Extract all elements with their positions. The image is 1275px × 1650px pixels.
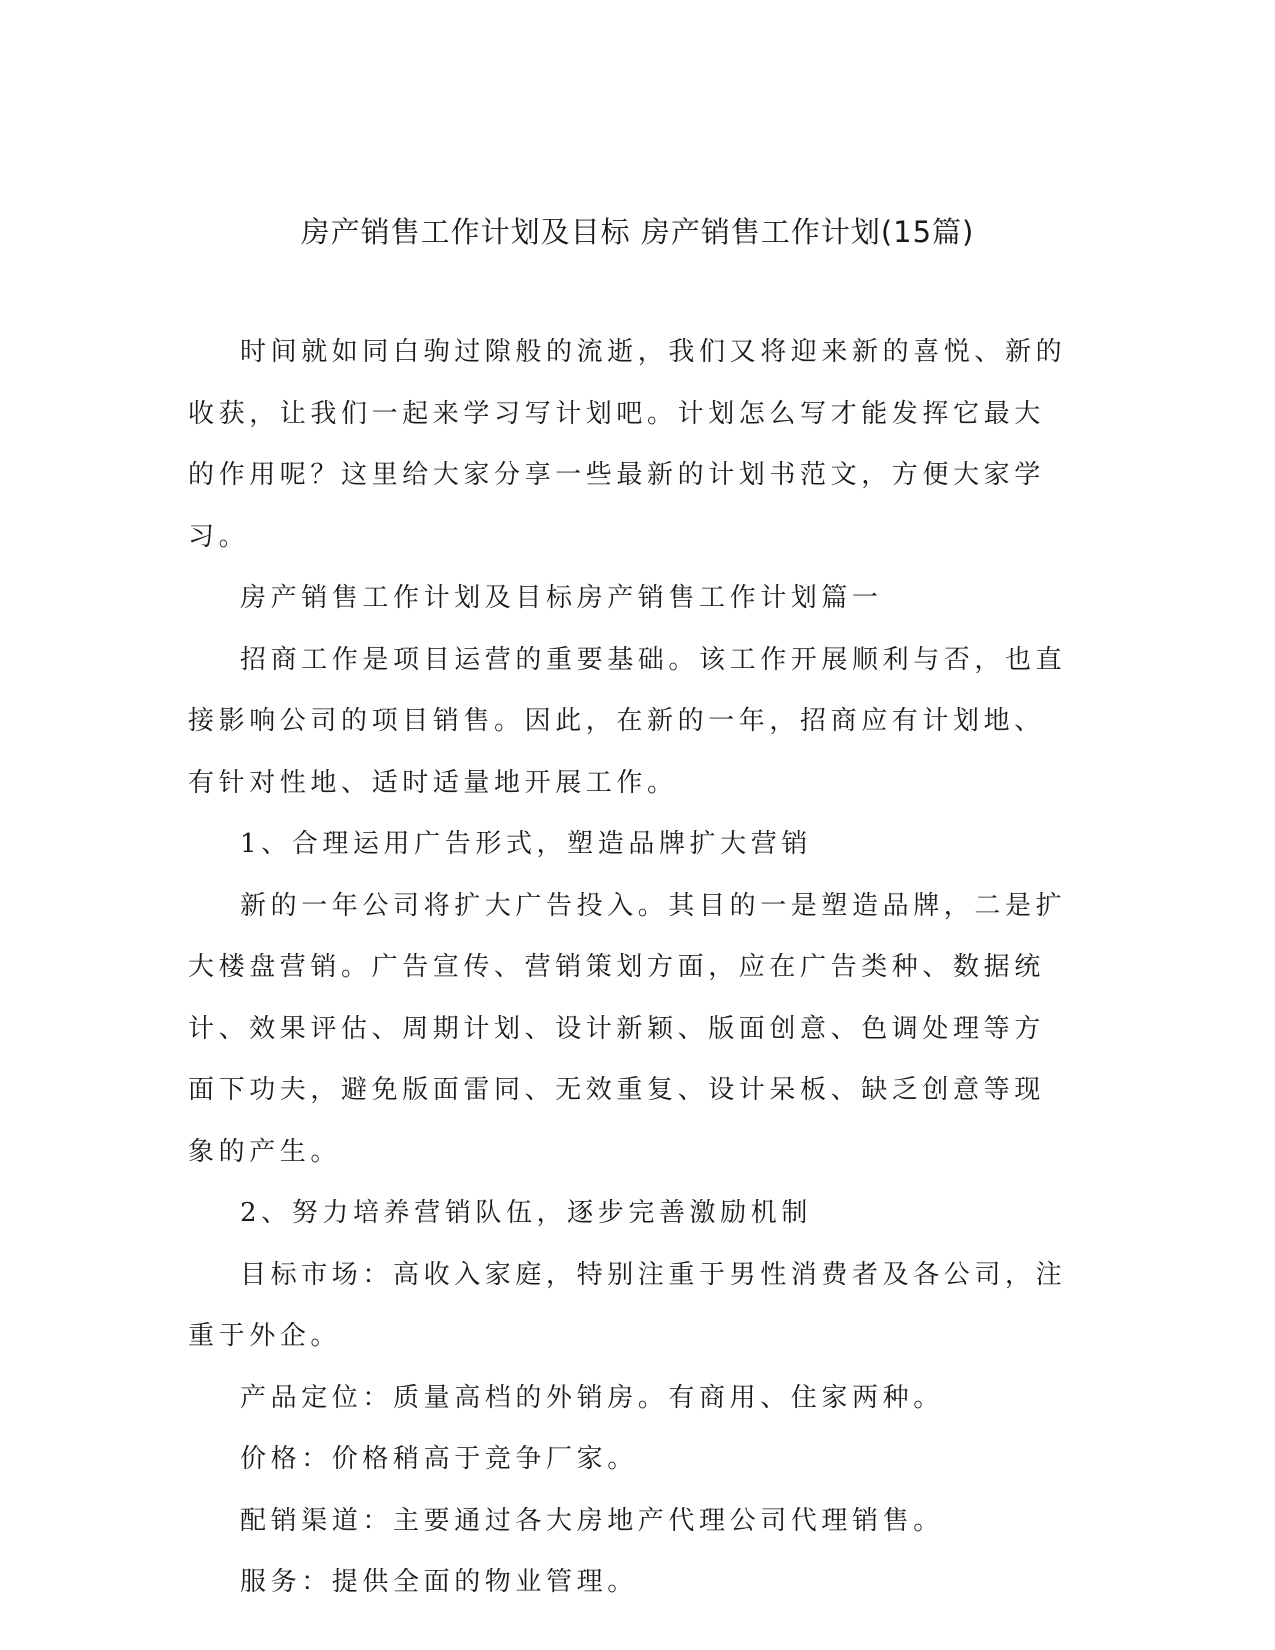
paragraph-item-1-heading: 1、合理运用广告形式，塑造品牌扩大营销 bbox=[240, 829, 812, 859]
paragraph-price: 价格：价格稍高于竞争厂家。 bbox=[240, 1444, 638, 1474]
document-title: 房产销售工作计划及目标 房产销售工作计划(15篇) bbox=[300, 215, 975, 249]
paragraph-intro: 时间就如同白驹过隙般的流逝，我们又将迎来新的喜悦、新的收获，让我们一起来学习写计划吧。计划怎么写才能发挥它最大的作用呢？这里给大家分享一些最新的计划书范文，方便大家学习。 bbox=[188, 337, 1067, 552]
paragraph-distribution: 配销渠道：主要通过各大房地产代理公司代理销售。 bbox=[240, 1505, 944, 1536]
paragraph-target-market: 目标市场：高收入家庭，特别注重于男性消费者及各公司，注重于外企。 bbox=[188, 1259, 1067, 1351]
paragraph-item-2-heading: 2、努力培养营销队伍，逐步完善激励机制 bbox=[240, 1198, 812, 1228]
paragraph-product-positioning: 产品定位：质量高档的外销房。有商用、住家两种。 bbox=[240, 1382, 944, 1413]
paragraph-service: 服务：提供全面的物业管理。 bbox=[240, 1567, 638, 1597]
paragraph-investment: 招商工作是项目运营的重要基础。该工作开展顺利与否，也直接影响公司的项目销售。因此，在新的一年，招商应有计划地、有针对性地、适时适量地开展工作。 bbox=[188, 644, 1067, 798]
document-body bbox=[188, 322, 1073, 1614]
paragraph-section-heading: 房产销售工作计划及目标房产销售工作计划篇一 bbox=[240, 583, 883, 613]
paragraph-advertising: 新的一年公司将扩大广告投入。其目的一是塑造品牌，二是扩大楼盘营销。广告宣传、营销策划方面，应在广告类种、数据统计、效果评估、周期计划、设计新颖、版面创意、色调处理等方面下功夫，避免版面雷同、无效重复、设计呆板、缺乏创意等现象的产生。 bbox=[188, 890, 1067, 1167]
